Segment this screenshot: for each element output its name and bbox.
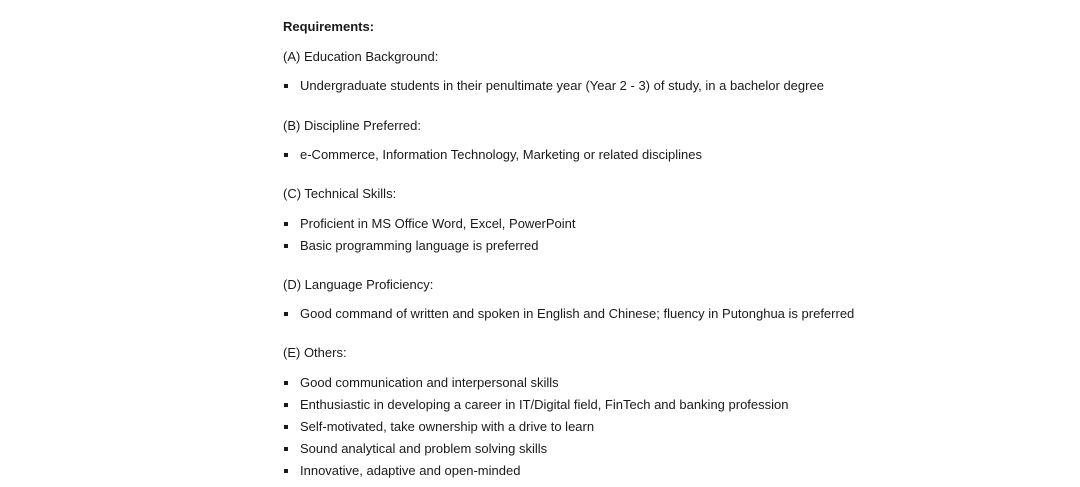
list-item-text: Basic programming language is preferred bbox=[300, 238, 539, 253]
square-bullet-icon bbox=[284, 84, 288, 88]
education-heading: (A) Education Background: bbox=[283, 49, 439, 64]
list-item-text: Good communication and interpersonal skills bbox=[300, 375, 559, 390]
list-item-text: Good command of written and spoken in English and Chinese; fluency in Putonghua is preferred bbox=[300, 306, 855, 321]
square-bullet-icon bbox=[284, 222, 288, 226]
square-bullet-icon bbox=[284, 244, 288, 248]
list-item-text: Self-motivated, take ownership with a drive to learn bbox=[300, 419, 595, 434]
list-item-text: Proficient in MS Office Word, Excel, PowerPoint bbox=[300, 216, 576, 231]
square-bullet-icon bbox=[284, 312, 288, 316]
square-bullet-icon bbox=[284, 381, 288, 385]
square-bullet-icon bbox=[284, 469, 288, 473]
list-item-text: Enthusiastic in developing a career in IT/Digital field, FinTech and banking profession bbox=[300, 397, 789, 412]
list-item-text: e-Commerce, Information Technology, Marketing or related disciplines bbox=[300, 147, 702, 162]
square-bullet-icon bbox=[284, 447, 288, 451]
square-bullet-icon bbox=[284, 153, 288, 157]
square-bullet-icon bbox=[284, 403, 288, 407]
list-item-text: Undergraduate students in their penultimate year (Year 2 - 3) of study, in a bachelor degree bbox=[300, 78, 824, 93]
requirements-title: Requirements: bbox=[283, 19, 375, 34]
language-heading: (D) Language Proficiency: bbox=[283, 277, 434, 292]
discipline-heading: (B) Discipline Preferred: bbox=[283, 118, 421, 133]
list-item-text: Sound analytical and problem solving skills bbox=[300, 441, 548, 456]
list-item-text: Innovative, adaptive and open-minded bbox=[300, 463, 521, 478]
square-bullet-icon bbox=[284, 425, 288, 429]
others-heading: (E) Others: bbox=[283, 345, 347, 360]
technical-heading: (C) Technical Skills: bbox=[283, 186, 397, 201]
